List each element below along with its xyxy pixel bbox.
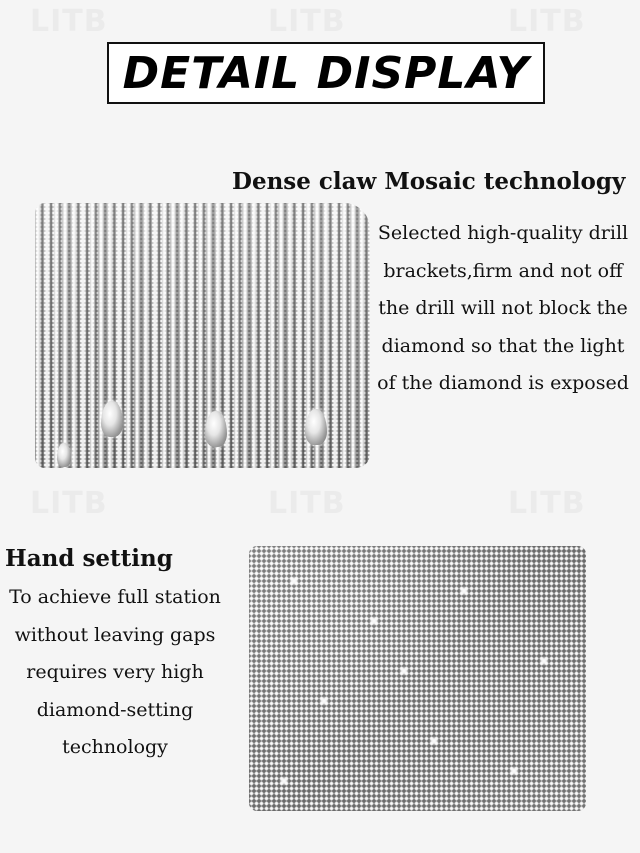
crystal-drop — [305, 409, 327, 445]
section1-description — [372, 215, 634, 403]
sparkle — [369, 616, 379, 626]
detail-display-banner — [107, 42, 545, 104]
description-line: Selected high-quality drill — [377, 222, 629, 244]
watermark-logo: LITB — [508, 4, 586, 39]
sparkle — [279, 776, 289, 786]
description-line: of the diamond is exposed — [377, 372, 629, 394]
description-line: To achieve full station — [9, 586, 221, 608]
description-line: without leaving gaps — [14, 623, 216, 646]
banner-title: DETAIL DISPLAY — [122, 47, 530, 99]
sparkle — [509, 766, 519, 776]
watermark-logo: LITB — [30, 4, 108, 39]
description-line: diamond so that the light — [381, 334, 625, 357]
sparkle — [429, 736, 439, 746]
section2-heading: Hand setting — [5, 545, 173, 572]
sparkle — [459, 586, 469, 596]
crystal-drop — [205, 411, 227, 447]
description-line: requires very high — [26, 661, 204, 683]
description-line: technology — [62, 736, 168, 758]
watermark-logo: LITB — [508, 486, 586, 521]
watermark-logo: LITB — [30, 486, 108, 521]
sparkle — [399, 666, 409, 676]
description-line: brackets,firm and not off — [383, 259, 623, 282]
dense-rhinestone-mesh-photo — [249, 546, 586, 811]
crystal-drop — [101, 401, 123, 437]
fringe-rhinestone-photo — [35, 203, 370, 468]
description-line: diamond-setting — [36, 698, 194, 721]
sparkle — [539, 656, 549, 666]
crystal-drop — [57, 443, 71, 467]
description-line: the drill will not block the — [378, 297, 628, 319]
watermark-logo: LITB — [268, 4, 346, 39]
section1-heading: Dense claw Mosaic technology — [232, 168, 626, 195]
sparkle — [319, 696, 329, 706]
sparkle — [289, 576, 299, 586]
section2-description — [0, 579, 230, 767]
watermark-logo: LITB — [268, 486, 346, 521]
